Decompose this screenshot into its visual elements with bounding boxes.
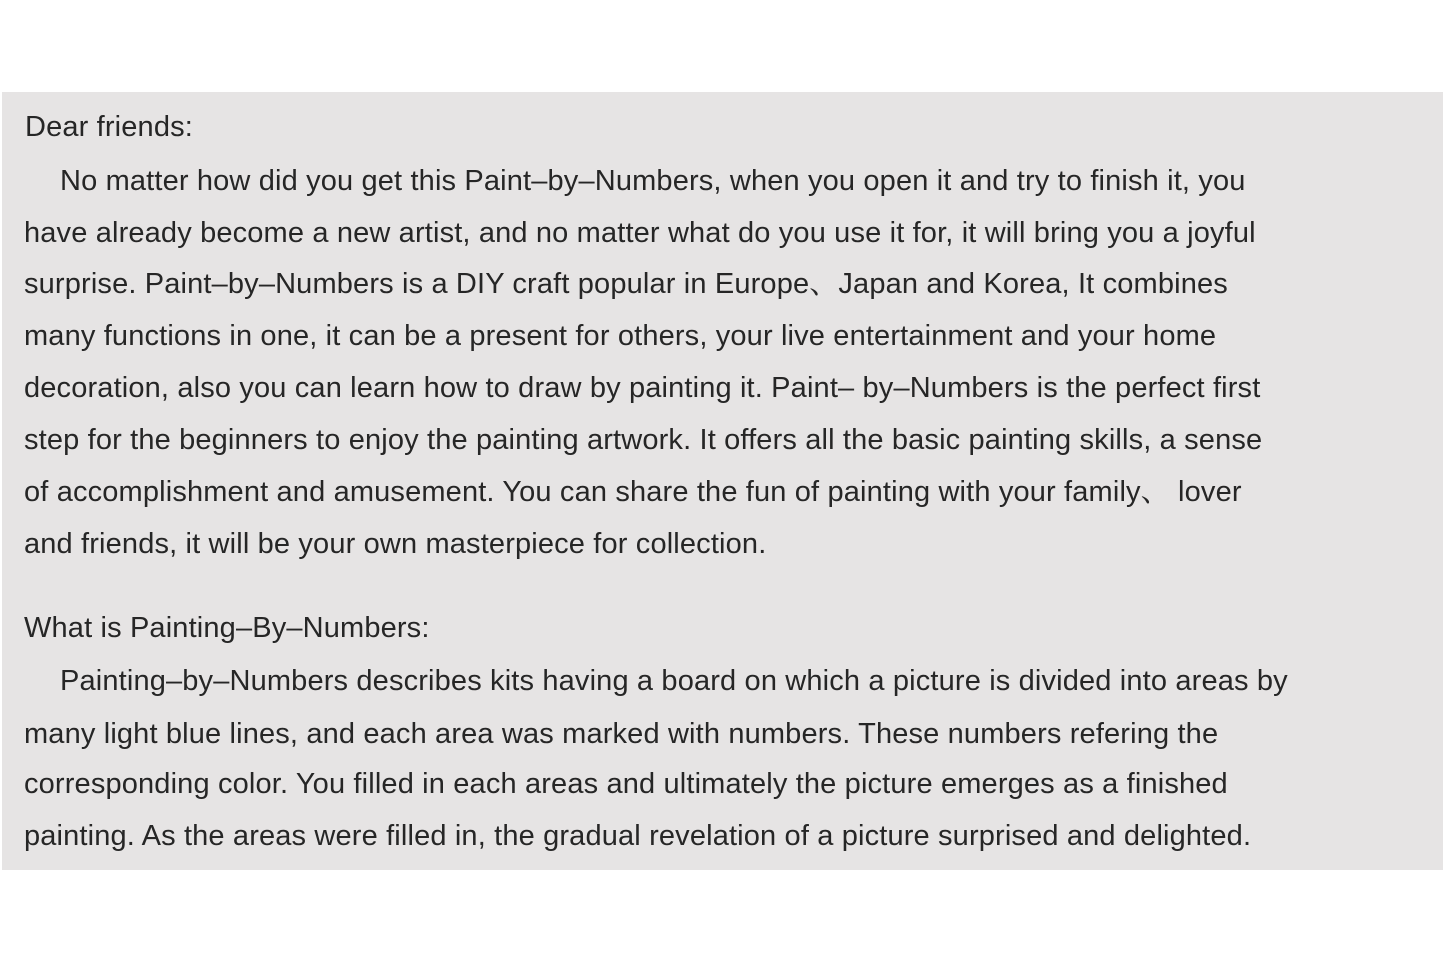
greeting-text: Dear friends: (25, 111, 193, 143)
letter-card (2, 92, 1443, 870)
section-heading: What is Painting–By–Numbers: (24, 612, 430, 644)
paragraph1-line: surprise. Paint–by–Numbers is a DIY craft popular in Europe、Japan and Korea, It combines (24, 268, 1228, 300)
paragraph2-line: corresponding color. You filled in each areas and ultimately the picture emerges as a finished (24, 768, 1228, 800)
paragraph2-line: many light blue lines, and each area was marked with numbers. These numbers refering the (24, 718, 1219, 750)
paragraph1-line: No matter how did you get this Paint–by–Numbers, when you open it and try to finish it, you (60, 165, 1246, 197)
paragraph1-line: of accomplishment and amusement. You can share the fun of painting with your family、 lover (24, 476, 1242, 508)
paragraph1-line: decoration, also you can learn how to draw by painting it. Paint– by–Numbers is the perfect first (24, 372, 1261, 404)
paragraph1-line: have already become a new artist, and no matter what do you use it for, it will bring you a joyful (24, 217, 1256, 249)
paragraph1-line: many functions in one, it can be a present for others, your live entertainment and your home (24, 320, 1217, 352)
paragraph1-line: and friends, it will be your own masterpiece for collection. (24, 528, 767, 560)
paragraph1-line: step for the beginners to enjoy the painting artwork. It offers all the basic painting skills, a sense (24, 424, 1263, 456)
paragraph2-line: painting. As the areas were filled in, the gradual revelation of a picture surprised and delighted. (24, 820, 1252, 852)
paragraph2-line: Painting–by–Numbers describes kits having a board on which a picture is divided into areas by (60, 665, 1288, 697)
